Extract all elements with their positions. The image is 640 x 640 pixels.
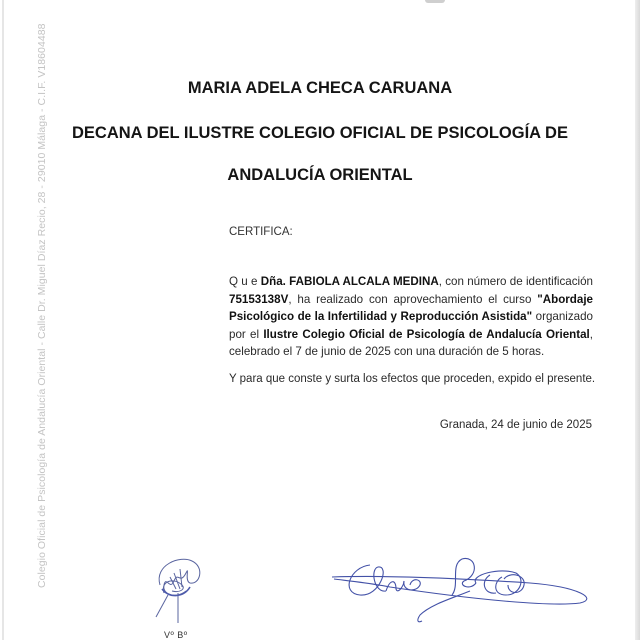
signature-left-image [150,555,210,625]
certificate-body [229,273,593,361]
signer-name-heading: MARIA ADELA CHECA CARUANA [187,79,453,97]
signer-title-heading-line2: ANDALUCÍA ORIENTAL [227,166,413,184]
body-text-3: organizado por el [229,310,593,341]
signature-right-image [330,555,600,630]
top-mark [425,0,445,3]
organizer-name: Ilustre Colegio Oficial de Psicología de Andalucía Oriental [263,327,590,341]
body-que: Q u e [229,275,261,288]
certifica-label: CERTIFICA: [229,226,293,238]
vobo-label: Vº Bº [164,630,188,640]
side-address-text: Colegio Oficial de Psicología de Andalucía Oriental - Calle Dr. Miguel Díaz Recio, 28 - 29010 Málaga - C.I.F. V18604488 [36,23,48,588]
body-text-4: , celebrado el 7 de junio de 2025 con una duración de 5 horas. [229,327,593,359]
body-text-2: , ha realizado con aprovechamiento el curso [288,292,538,306]
closing-statement: Y para que conste y surta los efectos que proceden, expido el presente. [229,373,596,385]
place-date: Granada, 24 de junio de 2025 [439,419,592,431]
recipient-id: 75153138V [229,292,289,306]
recipient-name: Dña. FABIOLA ALCALA MEDINA [260,275,439,288]
signer-title-heading-line1: DECANA DEL ILUSTRE COLEGIO OFICIAL DE PSICOLOGÍA DE [72,124,568,142]
body-text-1: , con número de identificación [438,275,593,288]
course-title: "Abordaje Psicológico de la Infertilidad y Reproducción Asistida" [229,292,593,324]
